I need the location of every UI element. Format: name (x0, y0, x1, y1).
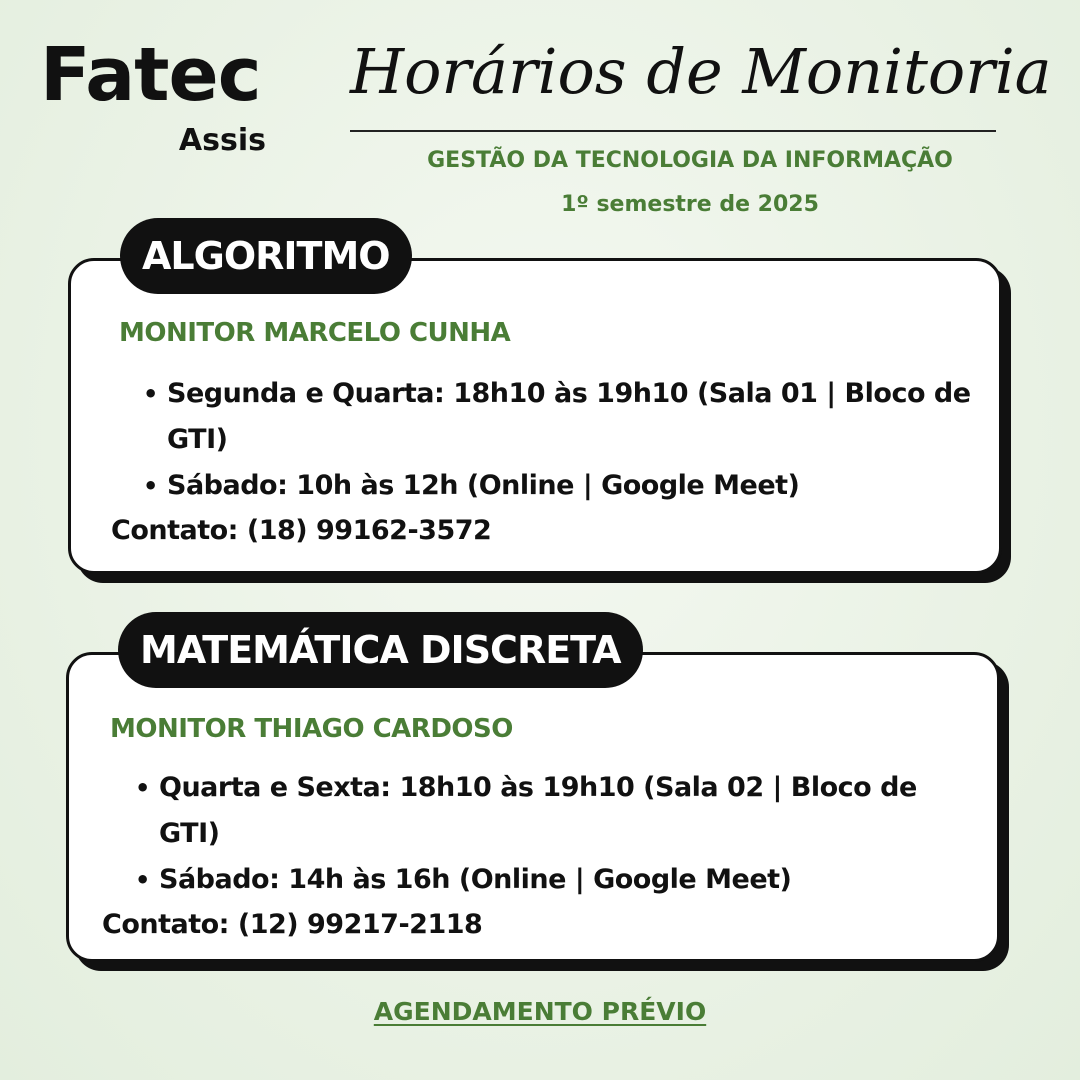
contact-phone: Contato: (18) 99162-3572 (111, 515, 492, 546)
schedule-card-matematica-discreta (66, 652, 1000, 962)
scheduling-link[interactable]: AGENDAMENTO PRÉVIO (373, 997, 707, 1026)
schedule-list (141, 371, 971, 509)
semester-label: 1º semestre de 2025 (561, 192, 819, 217)
schedule-item: • Quarta e Sexta: 18h10 às 19h10 (Sala 02 | Bloco de GTI) (133, 765, 963, 857)
subject-tag: MATEMÁTICA DISCRETA (118, 612, 643, 688)
schedule-list (133, 765, 963, 903)
monitor-name: MONITOR THIAGO CARDOSO (110, 714, 513, 744)
schedule-item: • Sábado: 14h às 16h (Online | Google Meet) (133, 857, 963, 903)
logo-campus: Assis (178, 123, 266, 158)
logo-wordmark: Fatec (40, 32, 261, 118)
monitor-name: MONITOR MARCELO CUNHA (119, 318, 511, 348)
page-title: Horários de Monitoria (350, 35, 1052, 108)
course-name: GESTÃO DA TECNOLOGIA DA INFORMAÇÃO (427, 148, 953, 173)
contact-phone: Contato: (12) 99217-2118 (102, 909, 483, 940)
schedule-item: • Sábado: 10h às 12h (Online | Google Meet) (141, 463, 971, 509)
schedule-card-algoritmo (68, 258, 1002, 574)
scheduling-notice (0, 994, 1080, 1030)
fatec-logo (40, 32, 280, 168)
schedule-item: • Segunda e Quarta: 18h10 às 19h10 (Sala 01 | Bloco de GTI) (141, 371, 971, 463)
subject-tag: ALGORITMO (120, 218, 412, 294)
title-divider (350, 130, 996, 132)
